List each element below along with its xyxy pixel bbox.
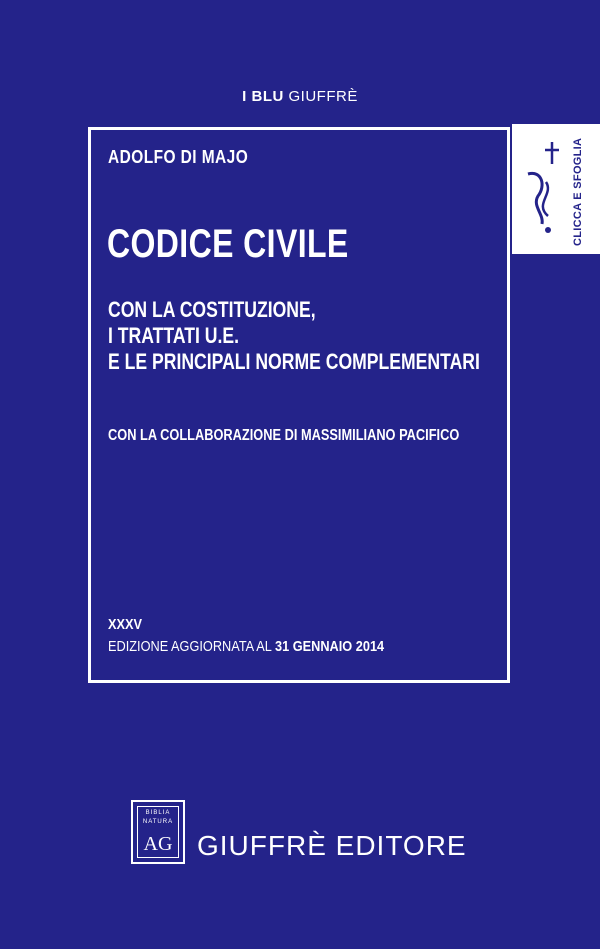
series-name-bold: I BLU [242,88,284,105]
subtitle-line: CON LA COSTITUZIONE, [108,297,316,322]
series-label [0,88,600,105]
logo-monogram: AG [143,833,173,855]
edition-number: XXXV [108,616,143,633]
publisher-logo [131,800,185,864]
publisher-name: GIUFFRÈ EDITORE [197,830,467,861]
logo-top-text: BIBLIA [145,810,171,816]
logo-middle-text: NATURA [142,819,174,825]
author-name: ADOLFO DI MAJO [108,147,249,167]
book-subtitle [108,297,480,375]
tag-text: CLICCA E SFOGLIA [572,137,584,246]
cover-frame [88,127,510,683]
book-title: CODICE CIVILE [107,222,349,266]
edition-date: 31 GENNAIO 2014 [274,638,385,655]
clicca-sfoglia-tag[interactable] [512,124,600,254]
series-name-rest: GIUFFRÈ [288,88,358,105]
logo-inner-frame [137,806,179,858]
edition-line [108,638,384,655]
collaboration-note: CON LA COLLABORAZIONE DI MASSIMILIANO PACIFICO [108,427,460,444]
edition-prefix: EDIZIONE AGGIORNATA AL [108,638,272,655]
subtitle-line: I TRATTATI U.E. [108,323,240,348]
subtitle-line: E LE PRINCIPALI NORME COMPLEMENTARI [108,349,480,374]
